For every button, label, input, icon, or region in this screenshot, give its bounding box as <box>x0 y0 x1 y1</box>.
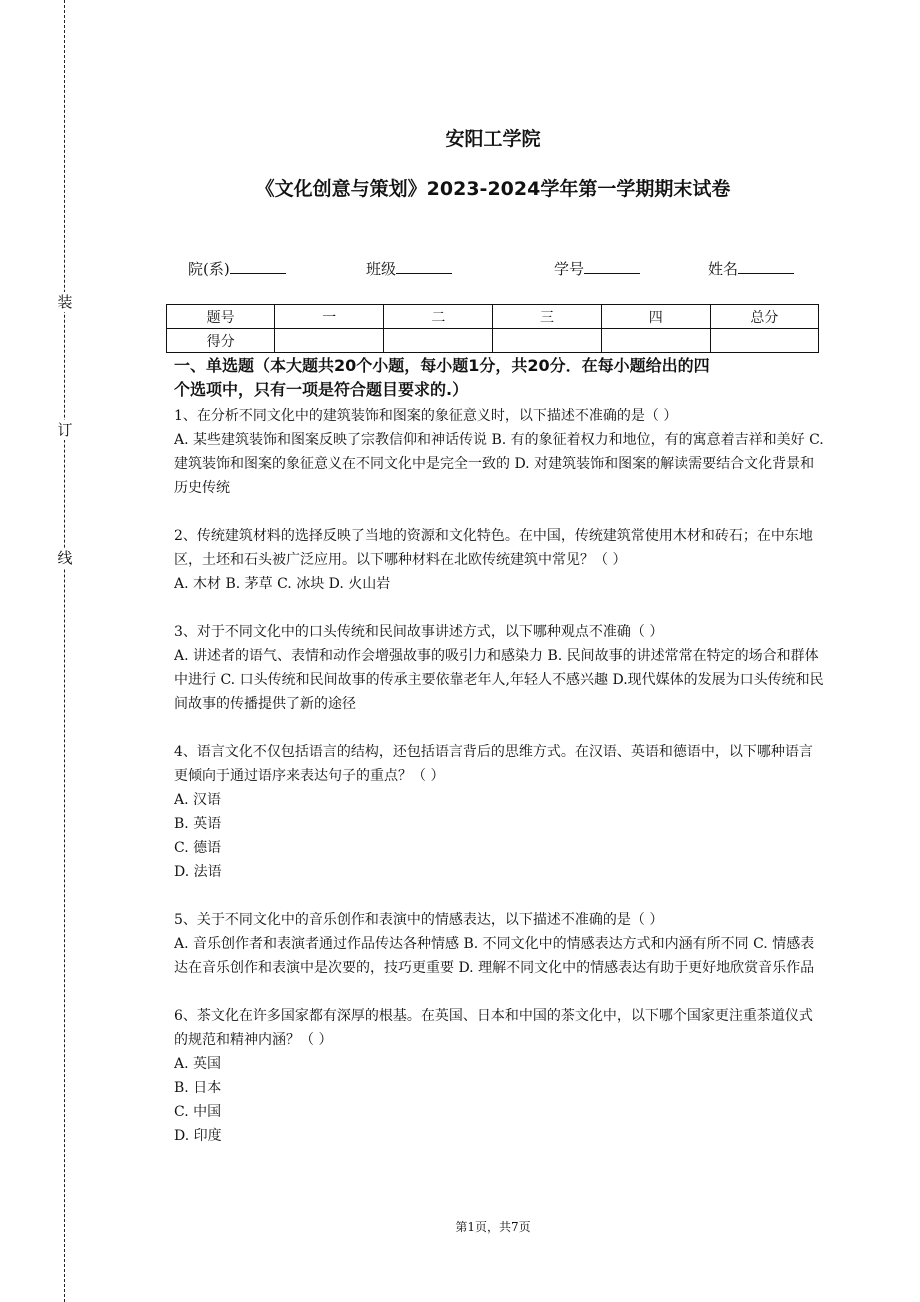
question-option: D. 印度 <box>174 1128 222 1144</box>
question-6 <box>174 1004 824 1148</box>
binding-char-ding: 订 <box>55 420 75 440</box>
student-id-blank[interactable] <box>584 258 640 274</box>
score-cell[interactable] <box>384 329 493 353</box>
question-5 <box>174 908 824 980</box>
question-option: C. 中国 <box>174 1104 222 1120</box>
dept-blank[interactable] <box>230 258 286 274</box>
score-table-score-row <box>167 329 819 353</box>
question-2 <box>174 524 824 596</box>
table-header-cell: 二 <box>384 305 493 329</box>
question-option: B. 日本 <box>174 1080 222 1096</box>
class-blank[interactable] <box>396 258 452 274</box>
table-header-cell: 一 <box>275 305 384 329</box>
question-stem: 5、关于不同文化中的音乐创作和表演中的情感表达，以下描述不准确的是（ ） <box>174 912 664 928</box>
section-heading <box>174 354 824 402</box>
score-label-cell: 得分 <box>167 329 275 353</box>
question-options: A. 木材 B. 茅草 C. 冰块 D. 火山岩 <box>174 576 391 592</box>
binding-char-zhuang: 装 <box>55 292 75 312</box>
question-stem: 6、茶文化在许多国家都有深厚的根基。在英国、日本和中国的茶文化中，以下哪个国家更注重茶道仪式的规范和精神内涵？（ ） <box>174 1008 813 1048</box>
section-heading-line-1: 一、单选题（本大题共20个小题，每小题1分，共20分．在每小题给出的四 <box>174 356 710 375</box>
question-option: D. 法语 <box>174 864 222 880</box>
dept-label: 院(系) <box>188 260 230 278</box>
score-cell[interactable] <box>710 329 818 353</box>
student-info-row <box>0 258 920 282</box>
exam-title: 《文化创意与策划》2023-2024学年第一学期期末试卷 <box>255 178 731 200</box>
student-id-label: 学号 <box>554 260 585 278</box>
class-field <box>366 258 452 279</box>
question-option: A. 汉语 <box>174 792 222 808</box>
table-header-cell: 总分 <box>710 305 818 329</box>
question-option: B. 英语 <box>174 816 222 832</box>
section-heading-line-2: 个选项中，只有一项是符合题目要求的.） <box>174 380 469 399</box>
score-table-header-row <box>167 305 819 329</box>
table-header-cell: 四 <box>601 305 710 329</box>
question-stem: 4、语言文化不仅包括语言的结构，还包括语言背后的思维方式。在汉语、英语和德语中，以下哪种语言更倾向于通过语序来表达句子的重点？（ ） <box>174 744 813 784</box>
student-id-field <box>554 258 640 279</box>
table-header-cell: 题号 <box>167 305 275 329</box>
score-cell[interactable] <box>601 329 710 353</box>
question-1 <box>174 404 824 500</box>
score-cell[interactable] <box>493 329 601 353</box>
question-3 <box>174 620 824 716</box>
page-footer: 第1页，共7页 <box>455 1220 531 1234</box>
score-cell[interactable] <box>275 329 384 353</box>
name-label: 姓名 <box>708 260 739 278</box>
school-name: 安阳工学院 <box>445 128 541 150</box>
question-stem: 2、传统建筑材料的选择反映了当地的资源和文化特色。在中国，传统建筑常使用木材和砖石；在中东地区，土坯和石头被广泛应用。以下哪种材料在北欧传统建筑中常见？（ ） <box>174 528 813 568</box>
question-options: A. 讲述者的语气、表情和动作会增强故事的吸引力和感染力 B. 民间故事的讲述常常在特定的场合和群体中进行 C. 口头传统和民间故事的传承主要依靠老年人,年轻人不感兴趣 D.现代媒体的发展为口头传统和民间故事的传播提供了新的途径 <box>174 648 824 712</box>
question-option: C. 德语 <box>174 840 222 856</box>
question-4 <box>174 740 824 884</box>
dept-field <box>188 258 286 279</box>
exam-content <box>174 354 824 1172</box>
name-field <box>708 258 794 279</box>
question-option: A. 英国 <box>174 1056 222 1072</box>
class-label: 班级 <box>366 260 397 278</box>
score-table <box>166 304 819 353</box>
name-blank[interactable] <box>738 258 794 274</box>
question-options: A. 某些建筑装饰和图案反映了宗教信仰和神话传说 B. 有的象征着权力和地位，有的寓意着吉祥和美好 C. 建筑装饰和图案的象征意义在不同文化中是完全一致的 D. 对建筑装饰和图案的解读需要结合文化背景和历史传统 <box>174 432 824 496</box>
question-options: A. 音乐创作者和表演者通过作品传达各种情感 B. 不同文化中的情感表达方式和内涵有所不同 C. 情感表达在音乐创作和表演中是次要的，技巧更重要 D. 理解不同文化中的情感表达有助于更好地欣赏音乐作品 <box>174 936 815 976</box>
binding-char-xian: 线 <box>55 548 75 568</box>
question-stem: 1、在分析不同文化中的建筑装饰和图案的象征意义时，以下描述不准确的是（ ） <box>174 408 678 424</box>
question-stem: 3、对于不同文化中的口头传统和民间故事讲述方式，以下哪种观点不准确（ ） <box>174 624 664 640</box>
table-header-cell: 三 <box>493 305 601 329</box>
